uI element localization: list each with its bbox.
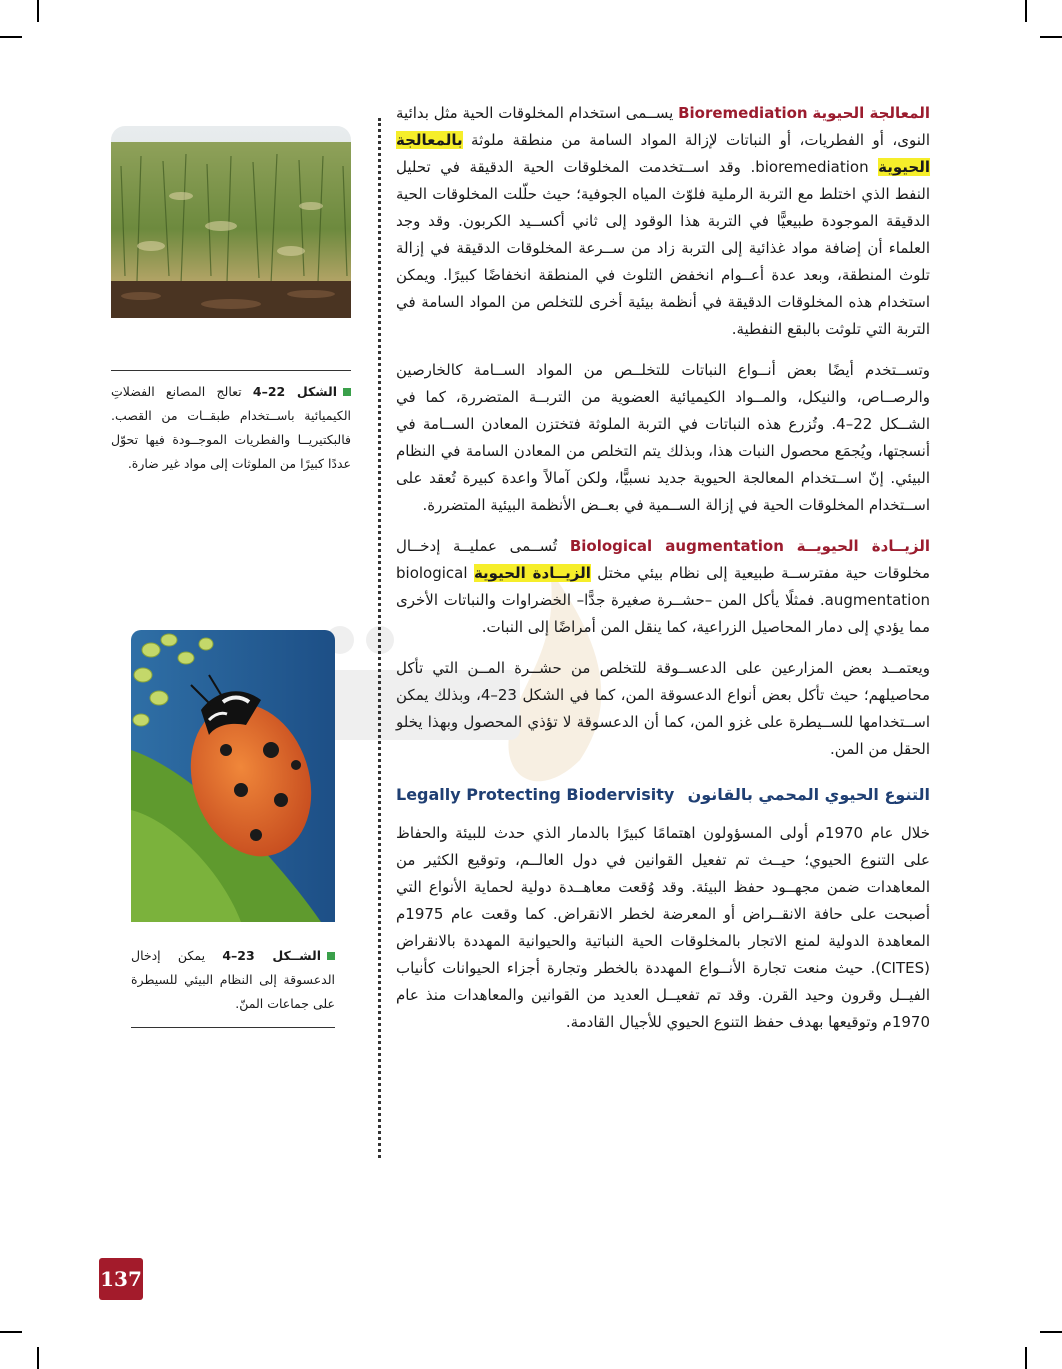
ladybug-paragraph: ويعتمــد بعض المزارعين على الدعســوقة للتخلص من حشــرة المــن التي تأكل محاصيلهم؛ حيث تأكل بعض أنواع الدعسوقة المن، كما في الشكل 23–4، وبذلك يمكن اســتخدامها للســيطرة على غزو المن، كما أن الدعسوقة لا تؤذي المحصول وبهذا يخلو الحقل من المن.: [396, 659, 931, 758]
figure-label: الشكل 22–4: [252, 384, 337, 399]
caption-square-icon: [343, 388, 351, 396]
paragraph-text: تُســمى عمليــة إدخــال مخلوقات حية مفترســة طبيعية إلى نظام بيئي مختل: [396, 537, 930, 582]
paragraph-text: يســمى استخدام المخلوقات الحية مثل بدائية النوى، أو الفطريات، أو النباتات لإزالة المواد السامة من منطقة ملوثة: [396, 104, 930, 149]
figure-22-caption: [111, 380, 351, 476]
figure-label: الشــكل 23–4: [222, 948, 321, 963]
crop-mark: [1040, 1331, 1062, 1333]
caption-text: تعالج المصانع الفضلاتِ الكيميائية باســتخدام طبقــات من القصب. فالبكتيريــا والفطريات الموجــودة فيها تحوّل عددًا كبيرًا من الملوثات إلى مواد غير ضارة.: [111, 384, 351, 471]
plants-paragraph: وتســتخدم أيضًا بعض أنــواع النباتات للتخلــص من المواد الســامة كالخارصين والرصــاص، والنيكل، والمــواد الكيميائية العضوية من التربــة المتضررة، كما في الشــكل 22–4. وتُزرع هذه النباتات في التربة الملوثة فتختزن المعادن الســامة في أنسجتها، ويُجمَع محصول النبات هذا، وبذلك يتم التخلص من المعادن السامة في النظام البيئي. إنّ اســتخدام المعالجة الحيوية جديد نسبيًّا، ولكن آمالاً واعدة كبيرة تُعقد على اســتخدام المخلوقات الحية في إزالة الســمية في بعــض الأنظمة البيئية المتضررة.: [396, 361, 930, 514]
caption-rule: [131, 1027, 335, 1028]
legal-paragraph: خلال عام 1970م أولى المسؤولون اهتمامًا كبيرًا بالدمار الذي حدث للبيئة والحفاظ على التنوع الحيوي؛ حيــث تم تفعيل القوانين في دول العالــم، وتوقيع الكثير من المعاهدات ضمن مجهــود حفظ البيئة. وقد وُقعت معاهــدة دولية لحماية الأنواع التي أصبحت على حافة الانقــراض أو المعرضة لخطر الانقراض. كما وقعت عام 1975م المعاهدة الدولية لمنع الاتجار بالمخلوقات الحية النباتية والحيوانية المهددة بالانقراض (CITES). حيث منعت تجارة الأنــواع المهددة بالخطر وتجارة أجزاء الحيوانات كأنياب الفيــل وقرون وحيد القرن. وقد تم تفعيــل العديد من القوانين والمعاهدات منذ عام 1970م وتوقيعها بهدف حفظ التنوع الحيوي للأجيال القادمة.: [396, 824, 931, 1031]
term-en: Biological augmentation: [569, 537, 784, 555]
ladybug-photo: [131, 630, 335, 922]
highlight-term: الزيــادة الحيوية: [473, 564, 591, 582]
heading-ar: التنوع الحيوي المحمي بالقانون: [687, 785, 930, 804]
crop-mark: [1025, 0, 1027, 22]
figure-23-caption: [131, 944, 335, 1016]
crop-mark: [37, 0, 39, 22]
term-ar: المعالجة الحيوية: [812, 104, 930, 122]
paragraph-text: bioremediation. وقد اســتخدمت المخلوقات الحية الدقيقة في تحليل النفط الذي اختلط مع التربة الرملية فلوّث المياه الجوفية؛ حيث حلّلت المخلوقات الحية الدقيقة الموجودة طبيعيًّا في التربة هذا الوقود إلى ثاني أكســيد الكربون. وقد وجد العلماء أن إضافة مواد غذائية إلى التربة زاد من ســرعة المخلوقات الدقيقة في إزالة تلوث المنطقة، وبعد عدة أعــوام انخفض التلوث في المنطقة انخفاضًا كبيرًا. ويمكن استخدام هذه المخلوقات الدقيقة في أنظمة بيئية أخرى للتخلص من المواد السامة في التربة التي تلوثت بالبقع النفطية.: [396, 158, 930, 338]
term-ar: الزيــادة الحيويــة: [796, 537, 930, 555]
page-number: 137: [99, 1258, 143, 1300]
paragraph-text: biological augmentation. فمثلًا يأكل المن –حشــرة صغيرة جدًّا– الخضراوات والنباتات الأخرى مما يؤدي إلى دمار المحاصيل الزراعية، كما ينقل المن أمراضًا إلى النبات.: [396, 564, 930, 636]
caption-text: يمكن إدخال الدعسوقة إلى النظام البيئي للسيطرة على جماعات المنّ.: [131, 948, 335, 1011]
crop-mark: [1025, 1347, 1027, 1369]
main-column: [396, 100, 930, 1050]
crop-mark: [1040, 36, 1062, 38]
heading-en: Legally Protecting Biodervisity: [396, 785, 675, 804]
crop-mark: [0, 1331, 22, 1333]
highlight-term: بالمعالجة الحيوية: [396, 131, 930, 176]
column-divider: [378, 118, 381, 1158]
bioremediation-paragraph: [396, 100, 930, 343]
caption-square-icon: [327, 952, 335, 960]
crop-mark: [0, 36, 22, 38]
caption-rule: [111, 370, 351, 371]
augmentation-paragraph: [396, 533, 930, 641]
section-heading: [396, 781, 930, 808]
crop-mark: [37, 1347, 39, 1369]
reed-field-photo: [111, 126, 351, 318]
term-en: Bioremediation: [678, 104, 808, 122]
